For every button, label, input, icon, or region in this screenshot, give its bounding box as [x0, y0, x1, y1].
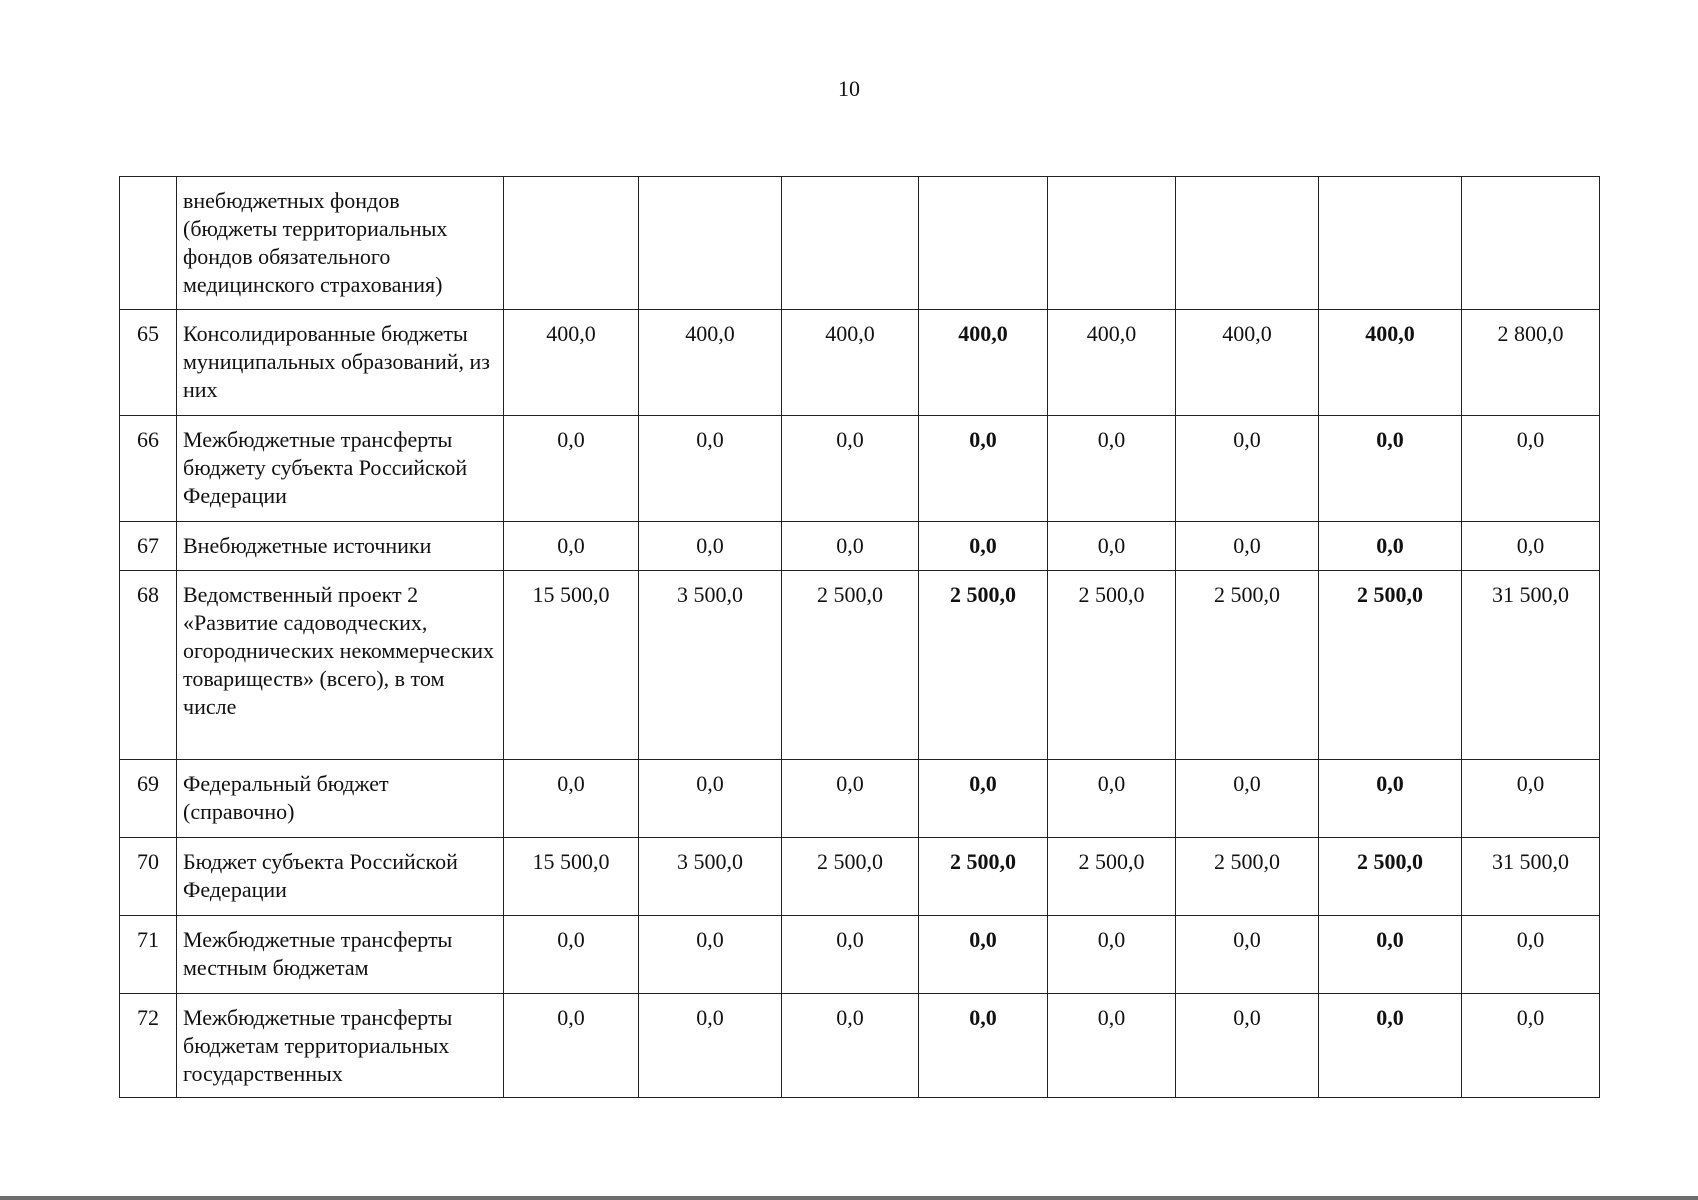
row-name: Межбюджетные трансферты бюджету субъекта Российской Федерации — [177, 416, 504, 522]
value-cell — [782, 177, 919, 310]
value-cell: 0,0 — [782, 522, 919, 571]
value-cell: 0,0 — [1462, 994, 1600, 1098]
value-cell: 0,0 — [1462, 760, 1600, 838]
value-cell: 0,0 — [782, 916, 919, 994]
value-cell: 2 500,0 — [782, 838, 919, 916]
value-cell — [1048, 177, 1176, 310]
row-name: Бюджет субъекта Российской Федерации — [177, 838, 504, 916]
value-cell: 0,0 — [639, 522, 782, 571]
value-cell: 0,0 — [919, 522, 1048, 571]
value-cell: 400,0 — [1319, 310, 1462, 416]
value-cell: 0,0 — [639, 994, 782, 1098]
value-cell — [919, 177, 1048, 310]
value-cell: 0,0 — [1319, 994, 1462, 1098]
value-cell: 31 500,0 — [1462, 571, 1600, 760]
table-row — [120, 994, 1600, 1098]
value-cell: 31 500,0 — [1462, 838, 1600, 916]
value-cell: 0,0 — [1176, 916, 1319, 994]
value-cell: 0,0 — [919, 760, 1048, 838]
row-name: Ведомственный проект 2 «Развитие садоводческих, огороднических некоммерческих товариществ» (всего), в том числе — [177, 571, 504, 760]
row-number: 67 — [120, 522, 177, 571]
page-number: 10 — [838, 76, 860, 101]
value-cell: 2 500,0 — [1048, 571, 1176, 760]
value-cell: 0,0 — [1462, 522, 1600, 571]
value-cell: 400,0 — [1048, 310, 1176, 416]
value-cell: 0,0 — [639, 416, 782, 522]
value-cell: 0,0 — [1319, 916, 1462, 994]
table-body — [120, 177, 1600, 1098]
value-cell: 0,0 — [1176, 416, 1319, 522]
table-row — [120, 522, 1600, 571]
table-row — [120, 177, 1600, 310]
value-cell — [639, 177, 782, 310]
row-number: 69 — [120, 760, 177, 838]
table-row — [120, 760, 1600, 838]
value-cell: 400,0 — [782, 310, 919, 416]
value-cell: 0,0 — [919, 994, 1048, 1098]
row-number: 70 — [120, 838, 177, 916]
value-cell: 400,0 — [919, 310, 1048, 416]
value-cell: 0,0 — [504, 522, 639, 571]
value-cell: 0,0 — [504, 994, 639, 1098]
value-cell: 2 800,0 — [1462, 310, 1600, 416]
value-cell: 400,0 — [1176, 310, 1319, 416]
scan-edge — [0, 1196, 1698, 1200]
value-cell: 0,0 — [782, 760, 919, 838]
row-number: 72 — [120, 994, 177, 1098]
value-cell: 0,0 — [1048, 916, 1176, 994]
value-cell: 0,0 — [504, 760, 639, 838]
value-cell: 2 500,0 — [1176, 571, 1319, 760]
row-name: Внебюджетные источники — [177, 522, 504, 571]
value-cell: 0,0 — [1462, 416, 1600, 522]
row-name: Межбюджетные трансферты местным бюджетам — [177, 916, 504, 994]
value-cell — [1176, 177, 1319, 310]
value-cell: 3 500,0 — [639, 571, 782, 760]
value-cell: 2 500,0 — [1319, 571, 1462, 760]
value-cell: 0,0 — [504, 916, 639, 994]
row-number: 66 — [120, 416, 177, 522]
value-cell: 2 500,0 — [1319, 838, 1462, 916]
value-cell: 0,0 — [1319, 760, 1462, 838]
value-cell: 0,0 — [1048, 522, 1176, 571]
value-cell — [504, 177, 639, 310]
value-cell: 0,0 — [504, 416, 639, 522]
value-cell: 0,0 — [1048, 760, 1176, 838]
row-number — [120, 177, 177, 310]
value-cell: 0,0 — [919, 416, 1048, 522]
row-name: Федеральный бюджет (справочно) — [177, 760, 504, 838]
table-row — [120, 416, 1600, 522]
value-cell: 2 500,0 — [1048, 838, 1176, 916]
row-name: внебюджетных фондов (бюджеты территориальных фондов обязательного медицинского страхования) — [177, 177, 504, 310]
value-cell: 15 500,0 — [504, 838, 639, 916]
value-cell — [1319, 177, 1462, 310]
table-row — [120, 310, 1600, 416]
value-cell: 0,0 — [1048, 416, 1176, 522]
row-number: 71 — [120, 916, 177, 994]
value-cell: 0,0 — [919, 916, 1048, 994]
value-cell: 0,0 — [1319, 416, 1462, 522]
row-number: 68 — [120, 571, 177, 760]
value-cell: 400,0 — [639, 310, 782, 416]
value-cell: 0,0 — [1462, 916, 1600, 994]
value-cell: 0,0 — [1319, 522, 1462, 571]
value-cell: 400,0 — [504, 310, 639, 416]
value-cell: 2 500,0 — [782, 571, 919, 760]
table-row — [120, 571, 1600, 760]
value-cell: 2 500,0 — [1176, 838, 1319, 916]
value-cell: 15 500,0 — [504, 571, 639, 760]
table-row — [120, 916, 1600, 994]
value-cell: 0,0 — [1048, 994, 1176, 1098]
value-cell: 0,0 — [1176, 522, 1319, 571]
value-cell: 0,0 — [1176, 760, 1319, 838]
value-cell — [1462, 177, 1600, 310]
value-cell: 2 500,0 — [919, 838, 1048, 916]
value-cell: 0,0 — [639, 916, 782, 994]
value-cell: 0,0 — [1176, 994, 1319, 1098]
value-cell: 0,0 — [782, 416, 919, 522]
row-name: Консолидированные бюджеты муниципальных образований, из них — [177, 310, 504, 416]
budget-table — [119, 176, 1600, 1098]
row-name: Межбюджетные трансферты бюджетам территориальных государственных — [177, 994, 504, 1098]
value-cell: 2 500,0 — [919, 571, 1048, 760]
table-row — [120, 838, 1600, 916]
row-number: 65 — [120, 310, 177, 416]
value-cell: 3 500,0 — [639, 838, 782, 916]
value-cell: 0,0 — [639, 760, 782, 838]
value-cell: 0,0 — [782, 994, 919, 1098]
